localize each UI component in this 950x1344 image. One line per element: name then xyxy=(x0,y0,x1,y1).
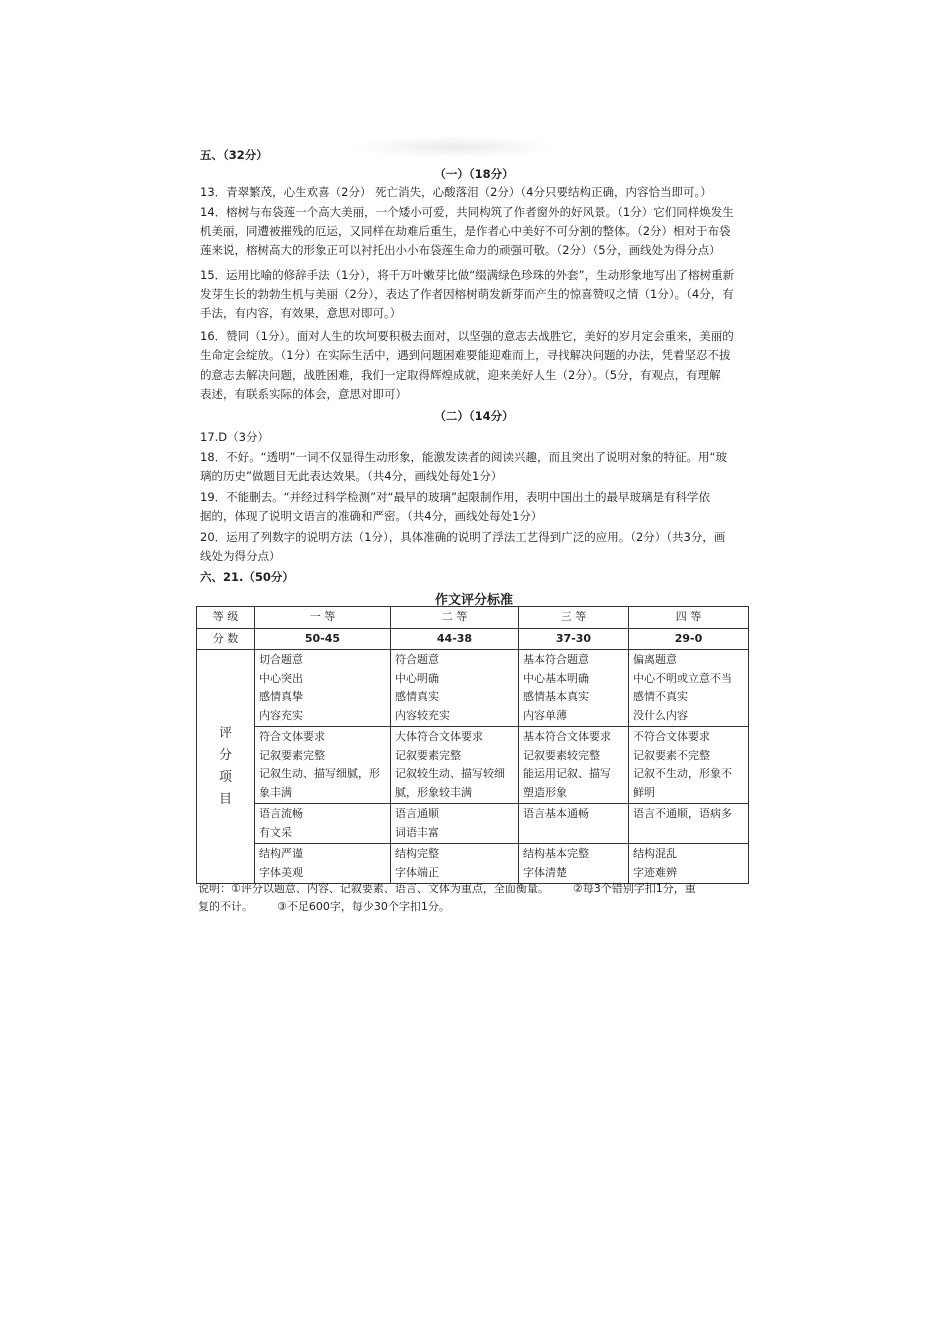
answer-17: 17.D（3分） xyxy=(200,430,269,444)
part1-title: （一）（18分） xyxy=(434,167,514,181)
answer-20-line-1: 20．运用了列数字的说明方法（1分），具体准确的说明了浮法工艺得到广泛的应用。（2分）（共3分，画 xyxy=(200,530,726,544)
table-header-row xyxy=(197,607,749,629)
criteria-row-label: 评 分 项 目 xyxy=(197,650,255,884)
note-3: ③不足600字，每少30个字扣1分。 xyxy=(277,900,450,913)
answer-14-line-3: 莲来说，榕树高大的形象正可以衬托出小小布袋莲生命力的顽强可敬。（2分）（5分，画线处为得分点） xyxy=(200,243,721,257)
table-cell: 语言基本通畅 xyxy=(519,804,629,844)
answer-14-line-2: 机美丽，同遭被摧残的厄运，又同样在劫难后重生，是作者心中美好不可分割的整体。（2分）相对于布袋 xyxy=(200,224,731,238)
header-grade-label: 等 级 xyxy=(197,607,255,629)
table-cell: 切合题意 中心突出 感情真挚 内容充实 xyxy=(255,650,391,727)
table-cell: 语言不通顺，语病多 xyxy=(629,804,749,844)
answer-18-line-1: 18．不好。“透明”一词不仅显得生动形象，能激发读者的阅读兴趣，而且突出了说明对象的特征。用“玻 xyxy=(200,450,728,464)
score-first: 50-45 xyxy=(255,628,391,650)
table-cell: 结构基本完整 字体清楚 xyxy=(519,844,629,884)
table-cell: 符合文体要求 记叙要素完整 记叙生动、描写细腻，形 象丰满 xyxy=(255,727,391,804)
answer-16-line-2: 生命定会绽放。（1分）在实际生活中，遇到问题困难要能迎难而上，寻找解决问题的办法，凭着坚忍不拔 xyxy=(200,348,731,362)
header-fourth-class: 四 等 xyxy=(629,607,749,629)
section6-heading: 六、21.（50分） xyxy=(200,570,294,584)
answer-16-line-4: 表述，有联系实际的体会，意思对即可） xyxy=(200,387,407,401)
header-second-class: 二 等 xyxy=(391,607,519,629)
table-row xyxy=(197,650,749,727)
answer-14-line-1: 14．榕树与布袋莲一个高大美丽，一个矮小可爱，共同构筑了作者窗外的好风景。（1分）它们同样焕发生 xyxy=(200,205,734,219)
header-first-class: 一 等 xyxy=(255,607,391,629)
answer-16-line-1: 16．赞同（1分）。面对人生的坎坷要积极去面对，以坚强的意志去战胜它，美好的岁月定会重来，美丽的 xyxy=(200,329,734,343)
section5-heading: 五、（32分） xyxy=(200,148,268,162)
note-line-1 xyxy=(198,880,750,898)
grading-table-title: 作文评分标准 xyxy=(434,593,513,608)
score-label: 分 数 xyxy=(197,628,255,650)
table-cell: 语言通顺 词语丰富 xyxy=(391,804,519,844)
table-cell: 基本符合文体要求 记叙要素较完整 能运用记叙、描写 塑造形象 xyxy=(519,727,629,804)
note-1: 说明：①评分以题意、内容、记叙要素、语言、文体为重点，全面衡量。 xyxy=(198,882,549,895)
answer-15-line-1: 15．运用比喻的修辞手法（1分），将千万叶嫩芽比做“缀满绿色珍珠的外套”，生动形象地写出了榕树重新 xyxy=(200,268,735,282)
note-line-2 xyxy=(198,898,750,916)
grading-table xyxy=(196,606,749,884)
grading-notes xyxy=(198,880,750,916)
score-third: 37-30 xyxy=(519,628,629,650)
note-2-cont: 复的不计。 xyxy=(198,900,253,913)
table-cell: 基本符合题意 中心基本明确 感情基本真实 内容单薄 xyxy=(519,650,629,727)
table-cell: 符合题意 中心明确 感情真实 内容较充实 xyxy=(391,650,519,727)
table-cell: 语言流畅 有文采 xyxy=(255,804,391,844)
answer-13: 13．青翠繁茂，心生欢喜（2分） 死亡消失，心酸落泪（2分）（4分只要结构正确，内容恰当即可。） xyxy=(200,185,712,199)
header-third-class: 三 等 xyxy=(519,607,629,629)
note-2: ②每3个错别字扣1分，重 xyxy=(572,882,696,895)
part2-title: （二）（14分） xyxy=(434,409,514,423)
table-cell: 不符合文体要求 记叙要素不完整 记叙不生动，形象不 鲜明 xyxy=(629,727,749,804)
answer-19-line-2: 据的，体现了说明文语言的准确和严密。（共4分，画线处每处1分） xyxy=(200,509,543,523)
table-cell: 结构严谨 字体美观 xyxy=(255,844,391,884)
table-cell: 偏离题意 中心不明或立意不当 感情不真实 没什么内容 xyxy=(629,650,749,727)
answer-15-line-2: 发芽生长的勃勃生机与美丽（2分），表达了作者因榕树萌发新芽而产生的惊喜赞叹之情（1分）。（4分，有 xyxy=(200,287,734,301)
answer-18-line-2: 璃的历史”做题目无此表达效果。（共4分，画线处每处1分） xyxy=(200,469,503,483)
score-fourth: 29-0 xyxy=(629,628,749,650)
answer-19-line-1: 19．不能删去。“并经过科学检测”对“最早的玻璃”起限制作用，表明中国出土的最早玻璃是有科学依 xyxy=(200,490,710,504)
table-cell: 结构完整 字体端正 xyxy=(391,844,519,884)
table-cell: 结构混乱 字迹难辨 xyxy=(629,844,749,884)
table-cell: 大体符合文体要求 记叙要素完整 记叙较生动、描写较细 腻，形象较丰满 xyxy=(391,727,519,804)
answer-20-line-2: 线处为得分点） xyxy=(200,549,281,563)
answer-16-line-3: 的意志去解决问题，战胜困难，我们一定取得辉煌成就，迎来美好人生（2分）。（5分，有观点，有理解 xyxy=(200,368,721,382)
table-score-row xyxy=(197,628,749,650)
table-row xyxy=(197,844,749,884)
table-row xyxy=(197,804,749,844)
answer-15-line-3: 手法，有内容，有效果，意思对即可。） xyxy=(200,306,402,320)
table-row xyxy=(197,727,749,804)
score-second: 44-38 xyxy=(391,628,519,650)
